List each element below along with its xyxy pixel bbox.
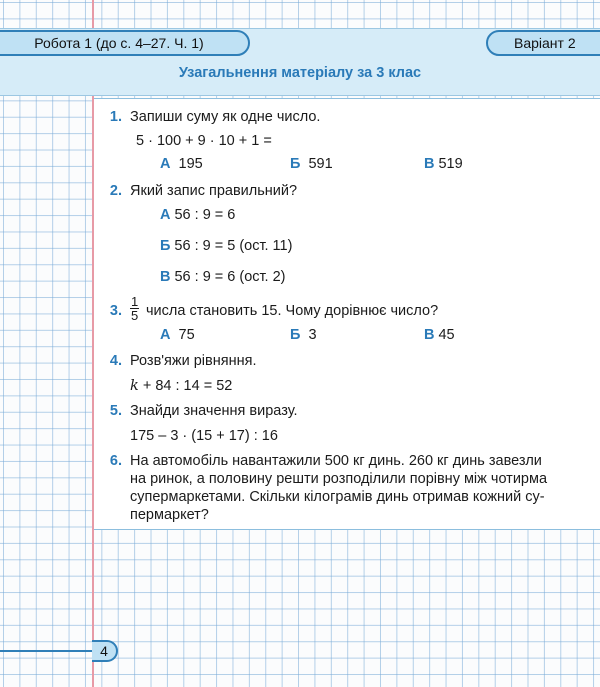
option-b [290, 325, 317, 345]
equation-expression: + 84 : 14 = 52 [142, 378, 233, 394]
option-value: 3 [308, 327, 317, 343]
task-text-line: на ринок, а половину решти розподілили порівну між чотирма [130, 471, 548, 487]
task-5 [94, 399, 600, 447]
option-letter: Б [290, 327, 301, 343]
task-3 [94, 295, 600, 347]
task-2 [94, 179, 600, 289]
option-a [160, 205, 235, 225]
option-c [424, 325, 455, 345]
task-text-line: супермаркетами. Скільки кілограмів динь отримав кожний су- [130, 489, 545, 505]
task-text: Який запис правильний? [130, 183, 298, 199]
work-label-tab [0, 30, 250, 56]
option-letter: А [160, 207, 171, 223]
task-number: 5. [109, 403, 122, 419]
task-text: Розв'яжи рівняння. [130, 353, 257, 369]
task-expression: 175 – 3 · (15 + 17) : 16 [130, 428, 278, 444]
option-value: 195 [178, 156, 203, 172]
task-number: 2. [109, 183, 122, 199]
option-value: 45 [438, 327, 455, 343]
variant-label: Варіант 2 [514, 35, 576, 51]
page-number-tab [92, 640, 118, 662]
task-text: числа становить 15. Чому дорівнює число? [146, 303, 439, 319]
fraction-numerator: 1 [131, 294, 139, 309]
option-letter: А [160, 327, 171, 343]
task-number: 6. [109, 453, 122, 469]
tasks-panel [94, 98, 600, 530]
task-6 [94, 449, 600, 529]
option-value: 56 : 9 = 5 (ост. 11) [174, 238, 293, 254]
fraction-denominator: 5 [131, 308, 139, 323]
option-b [160, 236, 292, 256]
option-letter: В [160, 269, 171, 285]
task-1 [94, 99, 600, 179]
equation [130, 376, 232, 396]
option-c [424, 154, 463, 174]
option-letter: Б [290, 156, 301, 172]
page-number: 4 [100, 643, 108, 659]
task-number: 3. [109, 303, 122, 319]
option-letter: Б [160, 238, 171, 254]
task-text: Запиши суму як одне число. [130, 109, 321, 125]
option-letter: В [424, 156, 435, 172]
section-subtitle: Узагальнення матеріалу за 3 клас [178, 65, 422, 81]
option-letter: В [424, 327, 435, 343]
option-letter: А [160, 156, 171, 172]
equation-variable: k [130, 378, 139, 394]
task-text-line: На автомобіль навантажили 500 кг динь. 260 кг динь завезли [130, 453, 542, 469]
option-a [160, 325, 195, 345]
option-a [160, 154, 203, 174]
task-number: 1. [109, 109, 122, 125]
task-number: 4. [109, 353, 122, 369]
task-4 [94, 351, 600, 399]
page-number-rule [0, 650, 92, 652]
option-value: 56 : 9 = 6 (ост. 2) [174, 269, 286, 285]
option-c [160, 267, 286, 287]
option-value: 519 [438, 156, 463, 172]
variant-tab [486, 30, 600, 56]
option-b [290, 154, 333, 174]
task-text: Знайди значення виразу. [130, 403, 298, 419]
fraction [130, 295, 139, 322]
option-value: 591 [308, 156, 333, 172]
work-label: Робота 1 (до с. 4–27. Ч. 1) [34, 35, 204, 51]
option-value: 75 [178, 327, 195, 343]
option-value: 56 : 9 = 6 [174, 207, 236, 223]
task-expression: 5 · 100 + 9 · 10 + 1 = [136, 133, 272, 149]
task-text-line: пермаркет? [130, 507, 209, 523]
